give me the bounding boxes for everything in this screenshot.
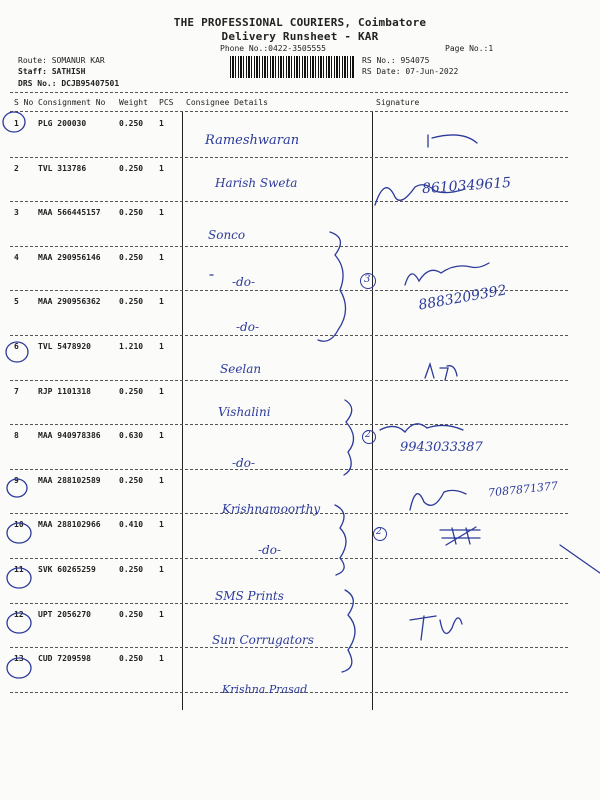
row-9-weight: 0.250	[119, 476, 144, 485]
row-1-weight: 0.250	[119, 119, 144, 128]
page-number: Page No.:1	[445, 44, 494, 53]
row-13-consignment: CUD 7209598	[38, 654, 91, 663]
sheet-title: Delivery Runsheet - KAR	[221, 30, 379, 43]
hw-consignee-7: Vishalini	[218, 405, 271, 419]
phone-number: Phone No.:0422-3505555	[220, 44, 326, 53]
row-11-weight: 0.250	[119, 565, 144, 574]
col-pcs: PCS	[159, 98, 174, 107]
row-8-weight: 0.630	[119, 431, 144, 440]
hw-phone-1: 8610349615	[421, 174, 512, 198]
row-11-pcs: 1	[159, 565, 164, 574]
row-8-sno: 8	[14, 431, 19, 440]
row-9-sno: 9	[14, 476, 19, 485]
row-11-consignment: SVK 60265259	[38, 565, 96, 574]
route-label: Route: SOMANUR KAR	[18, 56, 105, 65]
row-6-sno: 6	[14, 342, 19, 351]
sno-circle-1	[3, 112, 25, 132]
sno-circle-11	[7, 568, 31, 588]
row-10-weight: 0.410	[119, 520, 144, 529]
row-8-consignment: MAA 940978386	[38, 431, 101, 440]
row-2-pcs: 1	[159, 164, 164, 173]
row-7-weight: 0.250	[119, 387, 144, 396]
group-mark-1: 3	[364, 274, 371, 285]
row-12-pcs: 1	[159, 610, 164, 619]
hw-phone-4: 7087871377	[487, 479, 559, 500]
signature-row-1	[428, 135, 477, 147]
row-4-consignment: MAA 290956146	[38, 253, 101, 262]
row-13-weight: 0.250	[119, 654, 144, 663]
hw-consignee-5: -do-	[236, 320, 260, 334]
hw-consignee-12: Sun Corrugators	[212, 633, 314, 647]
signature-row-2	[375, 185, 465, 205]
sno-circle-12	[7, 613, 31, 633]
row-5-consignment: MAA 290956362	[38, 297, 101, 306]
row-7-pcs: 1	[159, 387, 164, 396]
hw-consignee-10: -do-	[258, 543, 282, 557]
row-9-pcs: 1	[159, 476, 164, 485]
col-sno: S No	[14, 98, 34, 107]
sno-circle-13	[7, 658, 31, 678]
row-12-weight: 0.250	[119, 610, 144, 619]
sno-circle-9	[7, 479, 27, 497]
row-4-weight: 0.250	[119, 253, 144, 262]
brace-rows-3-5	[318, 232, 346, 341]
hw-phone-2: 8883209392	[417, 282, 508, 314]
signature-row-12	[410, 616, 462, 640]
row-6-weight: 1.210	[119, 342, 144, 351]
row-3-sno: 3	[14, 208, 19, 217]
row-13-sno: 13	[14, 654, 24, 663]
row-1-consignment: PLG 200030	[38, 119, 87, 128]
row-5-sno: 5	[14, 297, 19, 306]
hw-consignee-2: Harish Sweta	[215, 176, 298, 190]
rs-date: RS Date: 07-Jun-2022	[362, 67, 459, 76]
signature-row-8	[380, 424, 463, 432]
drs-number: DRS No.: DCJB95407501	[18, 79, 120, 88]
hw-consignee-9: Krishnamoorthy	[222, 502, 321, 516]
hw-consignee-3: Sonco	[208, 228, 246, 242]
hw-consignee-1: Rameshwaran	[205, 133, 300, 148]
sno-circle-10	[7, 523, 31, 543]
row-11-sno: 11	[14, 565, 24, 574]
row-12-sno: 12	[14, 610, 24, 619]
row-1-pcs: 1	[159, 119, 164, 128]
row-5-pcs: 1	[159, 297, 164, 306]
hw-consignee-4: -do-	[232, 275, 256, 289]
row-7-sno: 7	[14, 387, 19, 396]
sno-circle-6	[6, 342, 28, 362]
row-10-sno: 10	[14, 520, 24, 529]
row-10-pcs: 1	[159, 520, 164, 529]
col-signature: Signature	[376, 98, 420, 107]
row-2-consignment: TVL 313786	[38, 164, 87, 173]
signature-row-4	[405, 263, 489, 285]
hw-consignee-8: -do-	[232, 456, 256, 470]
hw-consignee-6: Seelan	[220, 362, 262, 376]
row-5-weight: 0.250	[119, 297, 144, 306]
hw-phone-3: 9943033387	[400, 440, 483, 455]
hw-consignee-11: SMS Prints	[215, 589, 284, 603]
row-8-pcs: 1	[159, 431, 164, 440]
col-consignment: Consignment No	[38, 98, 106, 107]
hw-consignee-13: Krishna Prasad	[222, 683, 308, 696]
row-7-consignment: RJP 1101318	[38, 387, 91, 396]
row-4-sno: 4	[14, 253, 19, 262]
col-weight: Weight	[119, 98, 148, 107]
row-13-pcs: 1	[159, 654, 164, 663]
signature-row-6	[425, 364, 457, 380]
brace-rows-7-8	[344, 400, 354, 475]
signature-row-10	[440, 527, 480, 545]
signature-row-9	[410, 490, 466, 510]
col-consignee: Consignee Details	[186, 98, 268, 107]
group-mark-2: 2	[365, 430, 371, 440]
row-2-sno: 2	[14, 164, 19, 173]
row-3-consignment: MAA 566445157	[38, 208, 101, 217]
row-3-weight: 0.250	[119, 208, 144, 217]
row-1-sno: 1	[14, 119, 19, 128]
brace-rows-9-10	[335, 505, 346, 575]
row-3-pcs: 1	[159, 208, 164, 217]
row-2-weight: 0.250	[119, 164, 144, 173]
staff-label: Staff: SATHISH	[18, 67, 86, 76]
group-mark-3: 2	[376, 527, 382, 537]
row-12-consignment: UPT 2056270	[38, 610, 91, 619]
row-9-consignment: MAA 288102589	[38, 476, 101, 485]
row-6-consignment: TVL 5478920	[38, 342, 91, 351]
row-10-consignment: MAA 288102966	[38, 520, 101, 529]
row-4-pcs: 1	[159, 253, 164, 262]
row-6-pcs: 1	[159, 342, 164, 351]
rs-number: RS No.: 954075	[362, 56, 430, 65]
edge-stroke	[560, 545, 600, 573]
company-title: THE PROFESSIONAL COURIERS, Coimbatore	[173, 16, 427, 29]
brace-rows-11-13	[342, 590, 355, 672]
